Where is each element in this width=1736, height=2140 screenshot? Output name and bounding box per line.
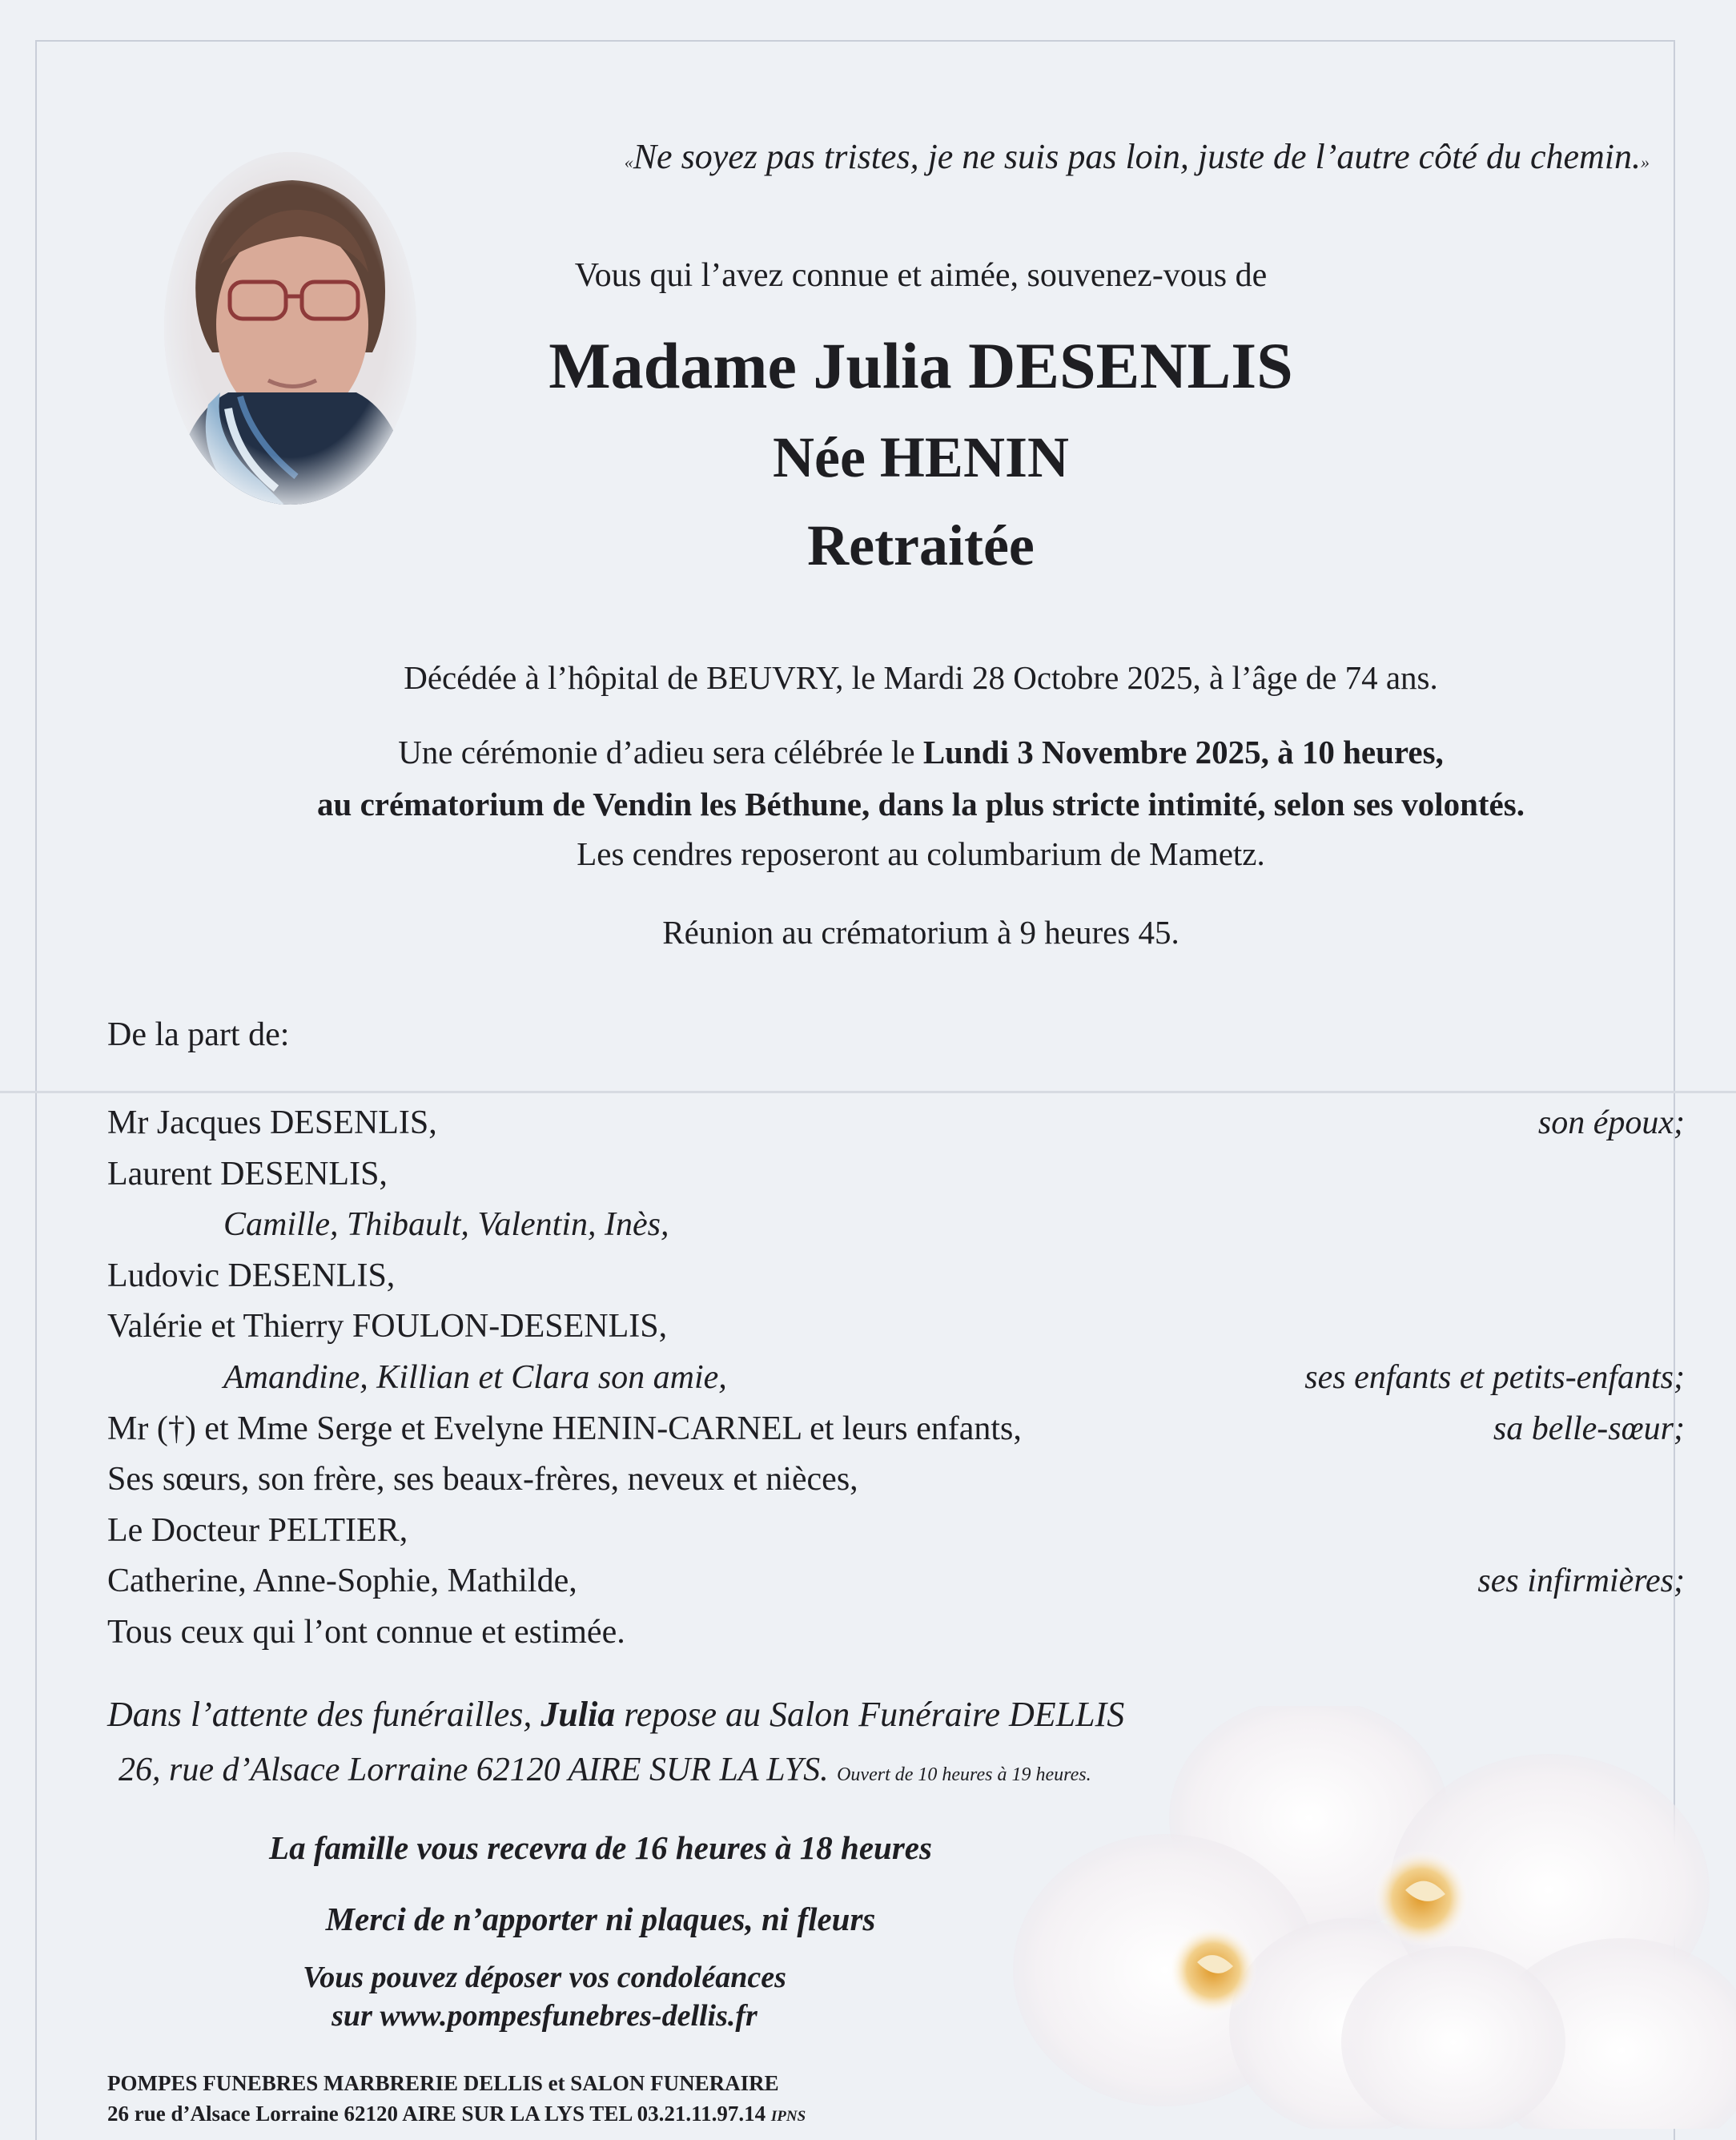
family-member: Ludovic DESENLIS, <box>107 1257 396 1294</box>
footer-address-line <box>107 2102 806 2126</box>
ceremony-prefix: Une cérémonie d’adieu sera célébrée le <box>398 734 923 770</box>
family-relation: son époux; <box>1537 1104 1685 1141</box>
family-member: Ses sœurs, son frère, ses beaux-frères, neveux et nièces, <box>107 1461 858 1498</box>
quote-open-mark: « <box>624 152 633 172</box>
family-row <box>107 1410 1685 1454</box>
death-notice: Décédée à l’hôpital de BEUVRY, le Mardi 28 Octobre 2025, à l’âge de 74 ans. <box>404 659 1438 696</box>
maiden-name: Née HENIN <box>773 425 1069 489</box>
ashes-line: Les cendres reposeront au columbarium de Mametz. <box>577 835 1265 872</box>
family-row <box>107 1257 1685 1301</box>
family-row <box>107 1155 1685 1200</box>
quote-text: Ne soyez pas tristes, je ne suis pas loin, juste de l’autre côté du chemin. <box>633 137 1641 176</box>
family-member: Mr Jacques DESENLIS, <box>107 1104 437 1141</box>
family-row <box>107 1613 1685 1658</box>
family-row <box>107 1104 1685 1148</box>
family-member: Camille, Thibault, Valentin, Inès, <box>223 1206 669 1243</box>
condolences-line-2: sur www.pompesfunebres-dellis.fr <box>332 1999 757 2033</box>
footer-ipns: IPNS <box>770 2108 806 2125</box>
ceremony-line-2: au crématorium de Vendin les Béthune, dans la plus stricte intimité, selon ses volontés. <box>317 786 1525 823</box>
quote-close-mark: » <box>1641 152 1650 172</box>
family-row <box>107 1205 1685 1250</box>
epigraph-quote <box>561 136 1650 177</box>
reception-notice: La famille vous recevra de 16 heures à 18 heures <box>269 1829 932 1866</box>
family-row <box>107 1562 1685 1607</box>
family-member: Catherine, Anne-Sophie, Mathilde, <box>107 1563 577 1599</box>
wait-suffix: repose au Salon Funéraire DELLIS <box>615 1695 1125 1734</box>
meeting-line: Réunion au crématorium à 9 heures 45. <box>662 914 1179 951</box>
family-row <box>107 1307 1685 1352</box>
family-member: Tous ceux qui l’ont connue et estimée. <box>107 1614 625 1651</box>
funeral-home-address <box>119 1751 1091 1789</box>
wait-name: Julia <box>540 1695 616 1734</box>
family-row <box>107 1460 1685 1505</box>
no-flowers-notice: Merci de n’apporter ni plaques, ni fleurs <box>325 1901 876 1937</box>
opening-hours: Ouvert de 10 heures à 19 heures. <box>837 1764 1091 1785</box>
family-heading: De la part de: <box>107 1016 290 1053</box>
family-relation: ses enfants et petits-enfants; <box>1304 1359 1685 1396</box>
family-member: Amandine, Killian et Clara son amie, <box>223 1359 727 1396</box>
family-member: Le Docteur PELTIER, <box>107 1512 408 1549</box>
funeral-home-line <box>107 1694 1124 1735</box>
orchid-illustration <box>1005 1706 1736 2129</box>
fold-line <box>0 1091 1736 1093</box>
family-member: Mr (†) et Mme Serge et Evelyne HENIN-CARNEL et leurs enfants, <box>107 1410 1022 1447</box>
family-member: Laurent DESENLIS, <box>107 1156 388 1193</box>
footer-address: 26 rue d’Alsace Lorraine 62120 AIRE SUR LA LYS TEL 03.21.11.97.14 <box>107 2102 766 2126</box>
intro-line: Vous qui l’avez connue et aimée, souvenez-vous de <box>574 257 1268 294</box>
family-member: Valérie et Thierry FOULON-DESENLIS, <box>107 1308 668 1345</box>
footer-company: POMPES FUNEBRES MARBRERIE DELLIS et SALON FUNERAIRE <box>107 2071 779 2095</box>
ceremony-line-1 <box>0 733 1736 771</box>
wait-prefix: Dans l’attente des funérailles, <box>107 1695 541 1734</box>
family-row <box>107 1511 1685 1556</box>
condolences-line-1: Vous pouvez déposer vos condoléances <box>303 1961 786 1994</box>
ceremony-date: Lundi 3 Novembre 2025, à 10 heures, <box>922 734 1444 770</box>
family-relation: sa belle-sœur; <box>1493 1410 1685 1447</box>
address-text: 26, rue d’Alsace Lorraine 62120 AIRE SUR LA LYS. <box>119 1752 829 1788</box>
family-relation: ses infirmières; <box>1477 1563 1685 1599</box>
occupation: Retraitée <box>807 513 1035 577</box>
family-row <box>107 1358 1685 1403</box>
deceased-name: Madame Julia DESENLIS <box>549 329 1293 402</box>
